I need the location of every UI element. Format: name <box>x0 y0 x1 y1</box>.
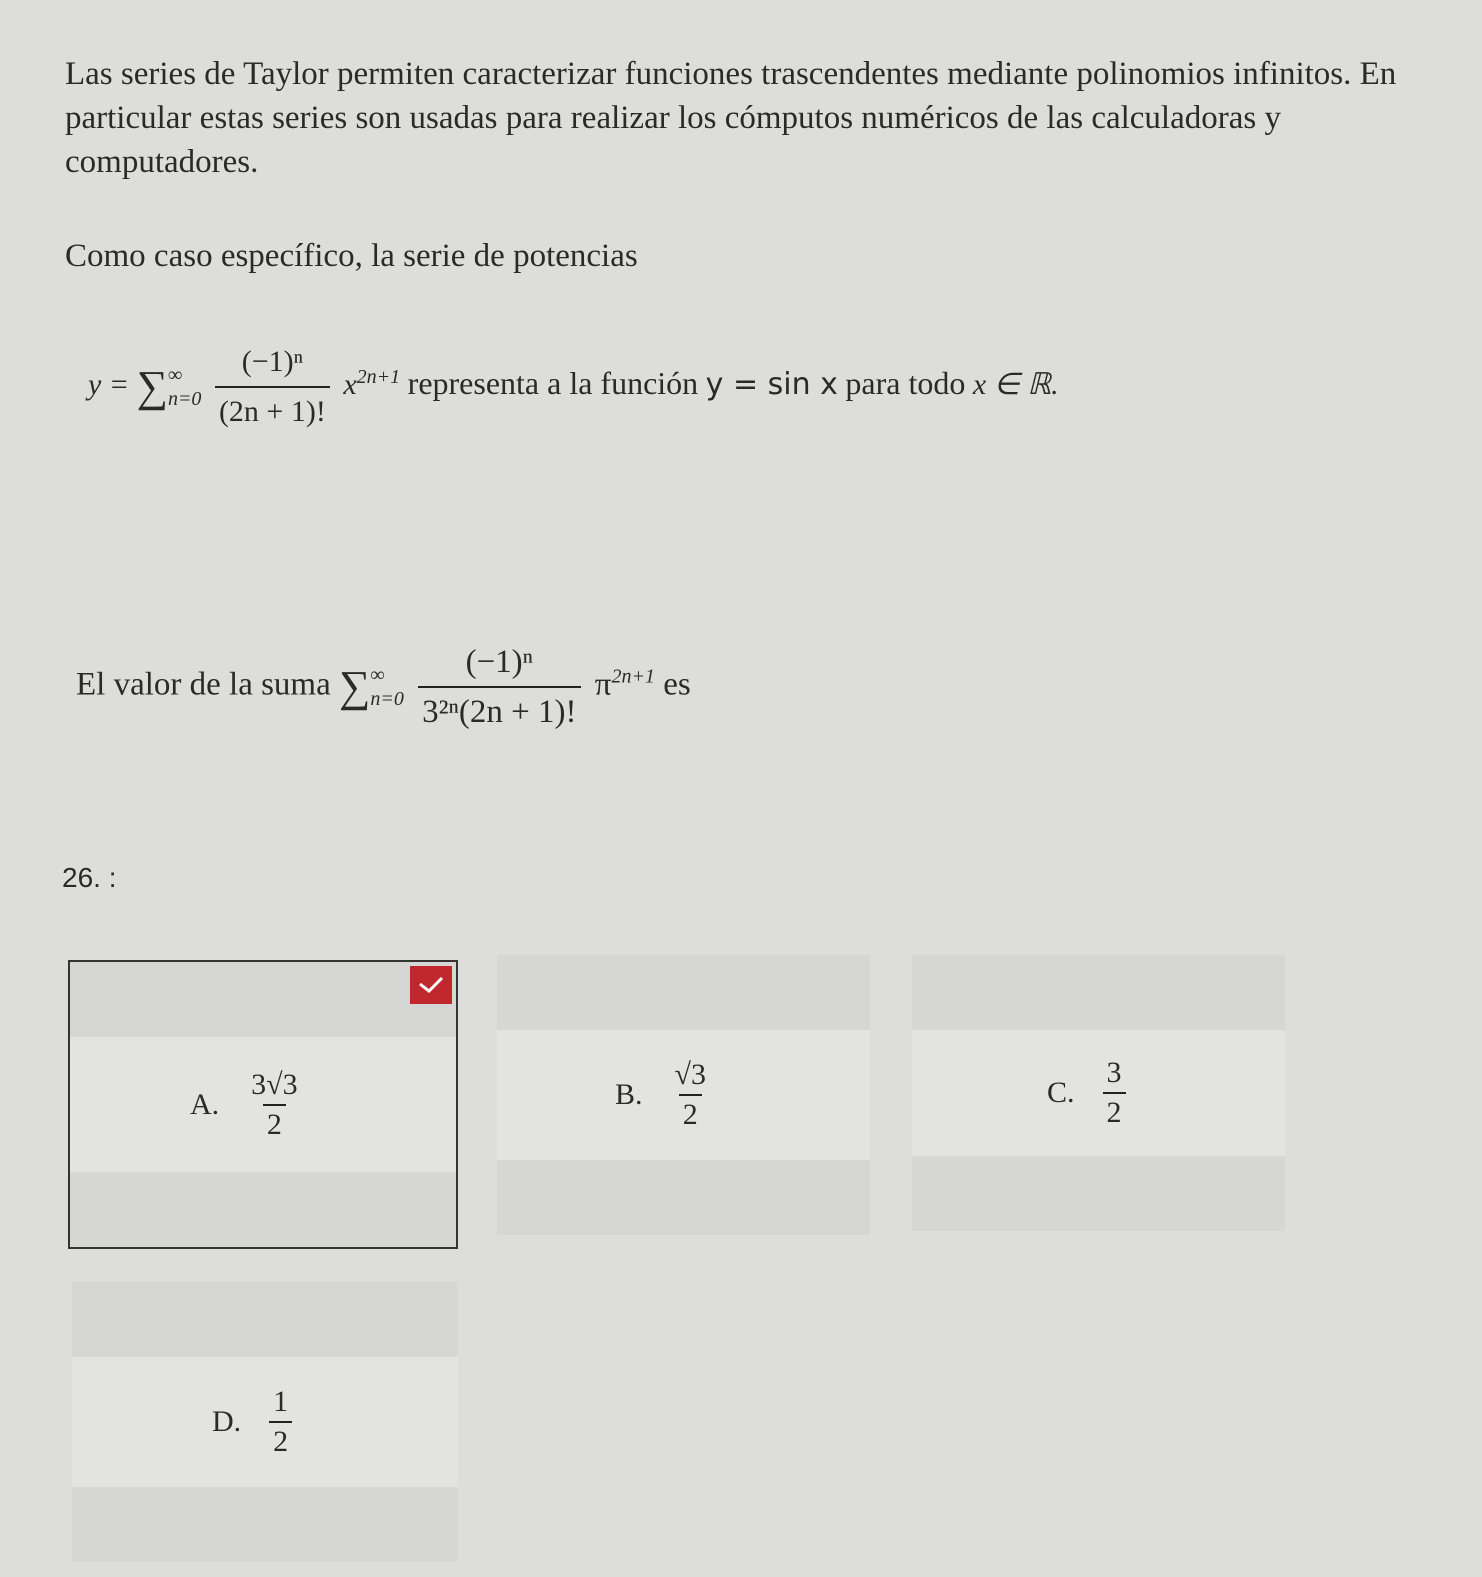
denominator: 2 <box>1103 1092 1126 1130</box>
exponent: 2n+1 <box>611 665 655 688</box>
sum-symbol: ∑ <box>136 362 168 411</box>
numerator: 3√3 <box>251 1067 298 1101</box>
sum-upper: ∞ <box>370 664 385 686</box>
numerator: (−1)ⁿ <box>241 345 304 378</box>
base: x <box>343 367 357 401</box>
sum-symbol: ∑ <box>339 662 371 711</box>
base: π <box>594 666 612 703</box>
option-b[interactable] <box>497 955 870 1235</box>
check-icon <box>410 966 452 1004</box>
fraction <box>418 640 580 734</box>
function-sin: y = sin x <box>705 366 838 402</box>
option-letter: D. <box>212 1405 242 1438</box>
exponent: 2n+1 <box>356 365 401 388</box>
denominator: (2n + 1)! <box>215 386 330 434</box>
formula-caption: representa a la función <box>407 364 699 401</box>
option-a[interactable] <box>68 960 458 1249</box>
case-text: Como caso específico, la serie de potencias <box>65 238 638 274</box>
denominator: 2 <box>269 1421 292 1459</box>
sum-upper: ∞ <box>167 364 183 386</box>
formula-sine-series <box>88 340 1458 434</box>
denominator: 2 <box>679 1094 702 1132</box>
denominator: 2 <box>263 1104 286 1142</box>
question-prefix: El valor de la suma <box>76 666 331 703</box>
question <box>76 640 1446 734</box>
denominator: 3²ⁿ(2n + 1)! <box>418 686 580 734</box>
question-suffix: es <box>663 666 691 703</box>
option-letter: A. <box>190 1087 220 1121</box>
fraction <box>215 340 330 434</box>
question-number: 26. : <box>62 862 117 893</box>
option-letter: C. <box>1047 1076 1075 1109</box>
numerator: √3 <box>674 1058 706 1091</box>
domain-text: para todo <box>845 364 966 401</box>
sum-lower: n=0 <box>167 388 202 410</box>
option-letter: B. <box>615 1078 643 1111</box>
numerator: 3 <box>1106 1056 1122 1089</box>
numerator: (−1)ⁿ <box>465 644 534 680</box>
option-d[interactable] <box>72 1282 458 1562</box>
option-c[interactable] <box>912 955 1285 1231</box>
sum-lower: n=0 <box>370 688 404 710</box>
numerator: 1 <box>273 1385 289 1418</box>
intro-paragraph: Las series de Taylor permiten caracterizar funciones trascendentes mediante polinomios infinitos. En particular estas series son usadas para realizar los cómputos numéricos de las calculadoras y computadores. <box>65 56 1397 180</box>
formula-lhs: y = <box>88 367 130 401</box>
domain: x ∈ ℝ. <box>972 367 1059 401</box>
